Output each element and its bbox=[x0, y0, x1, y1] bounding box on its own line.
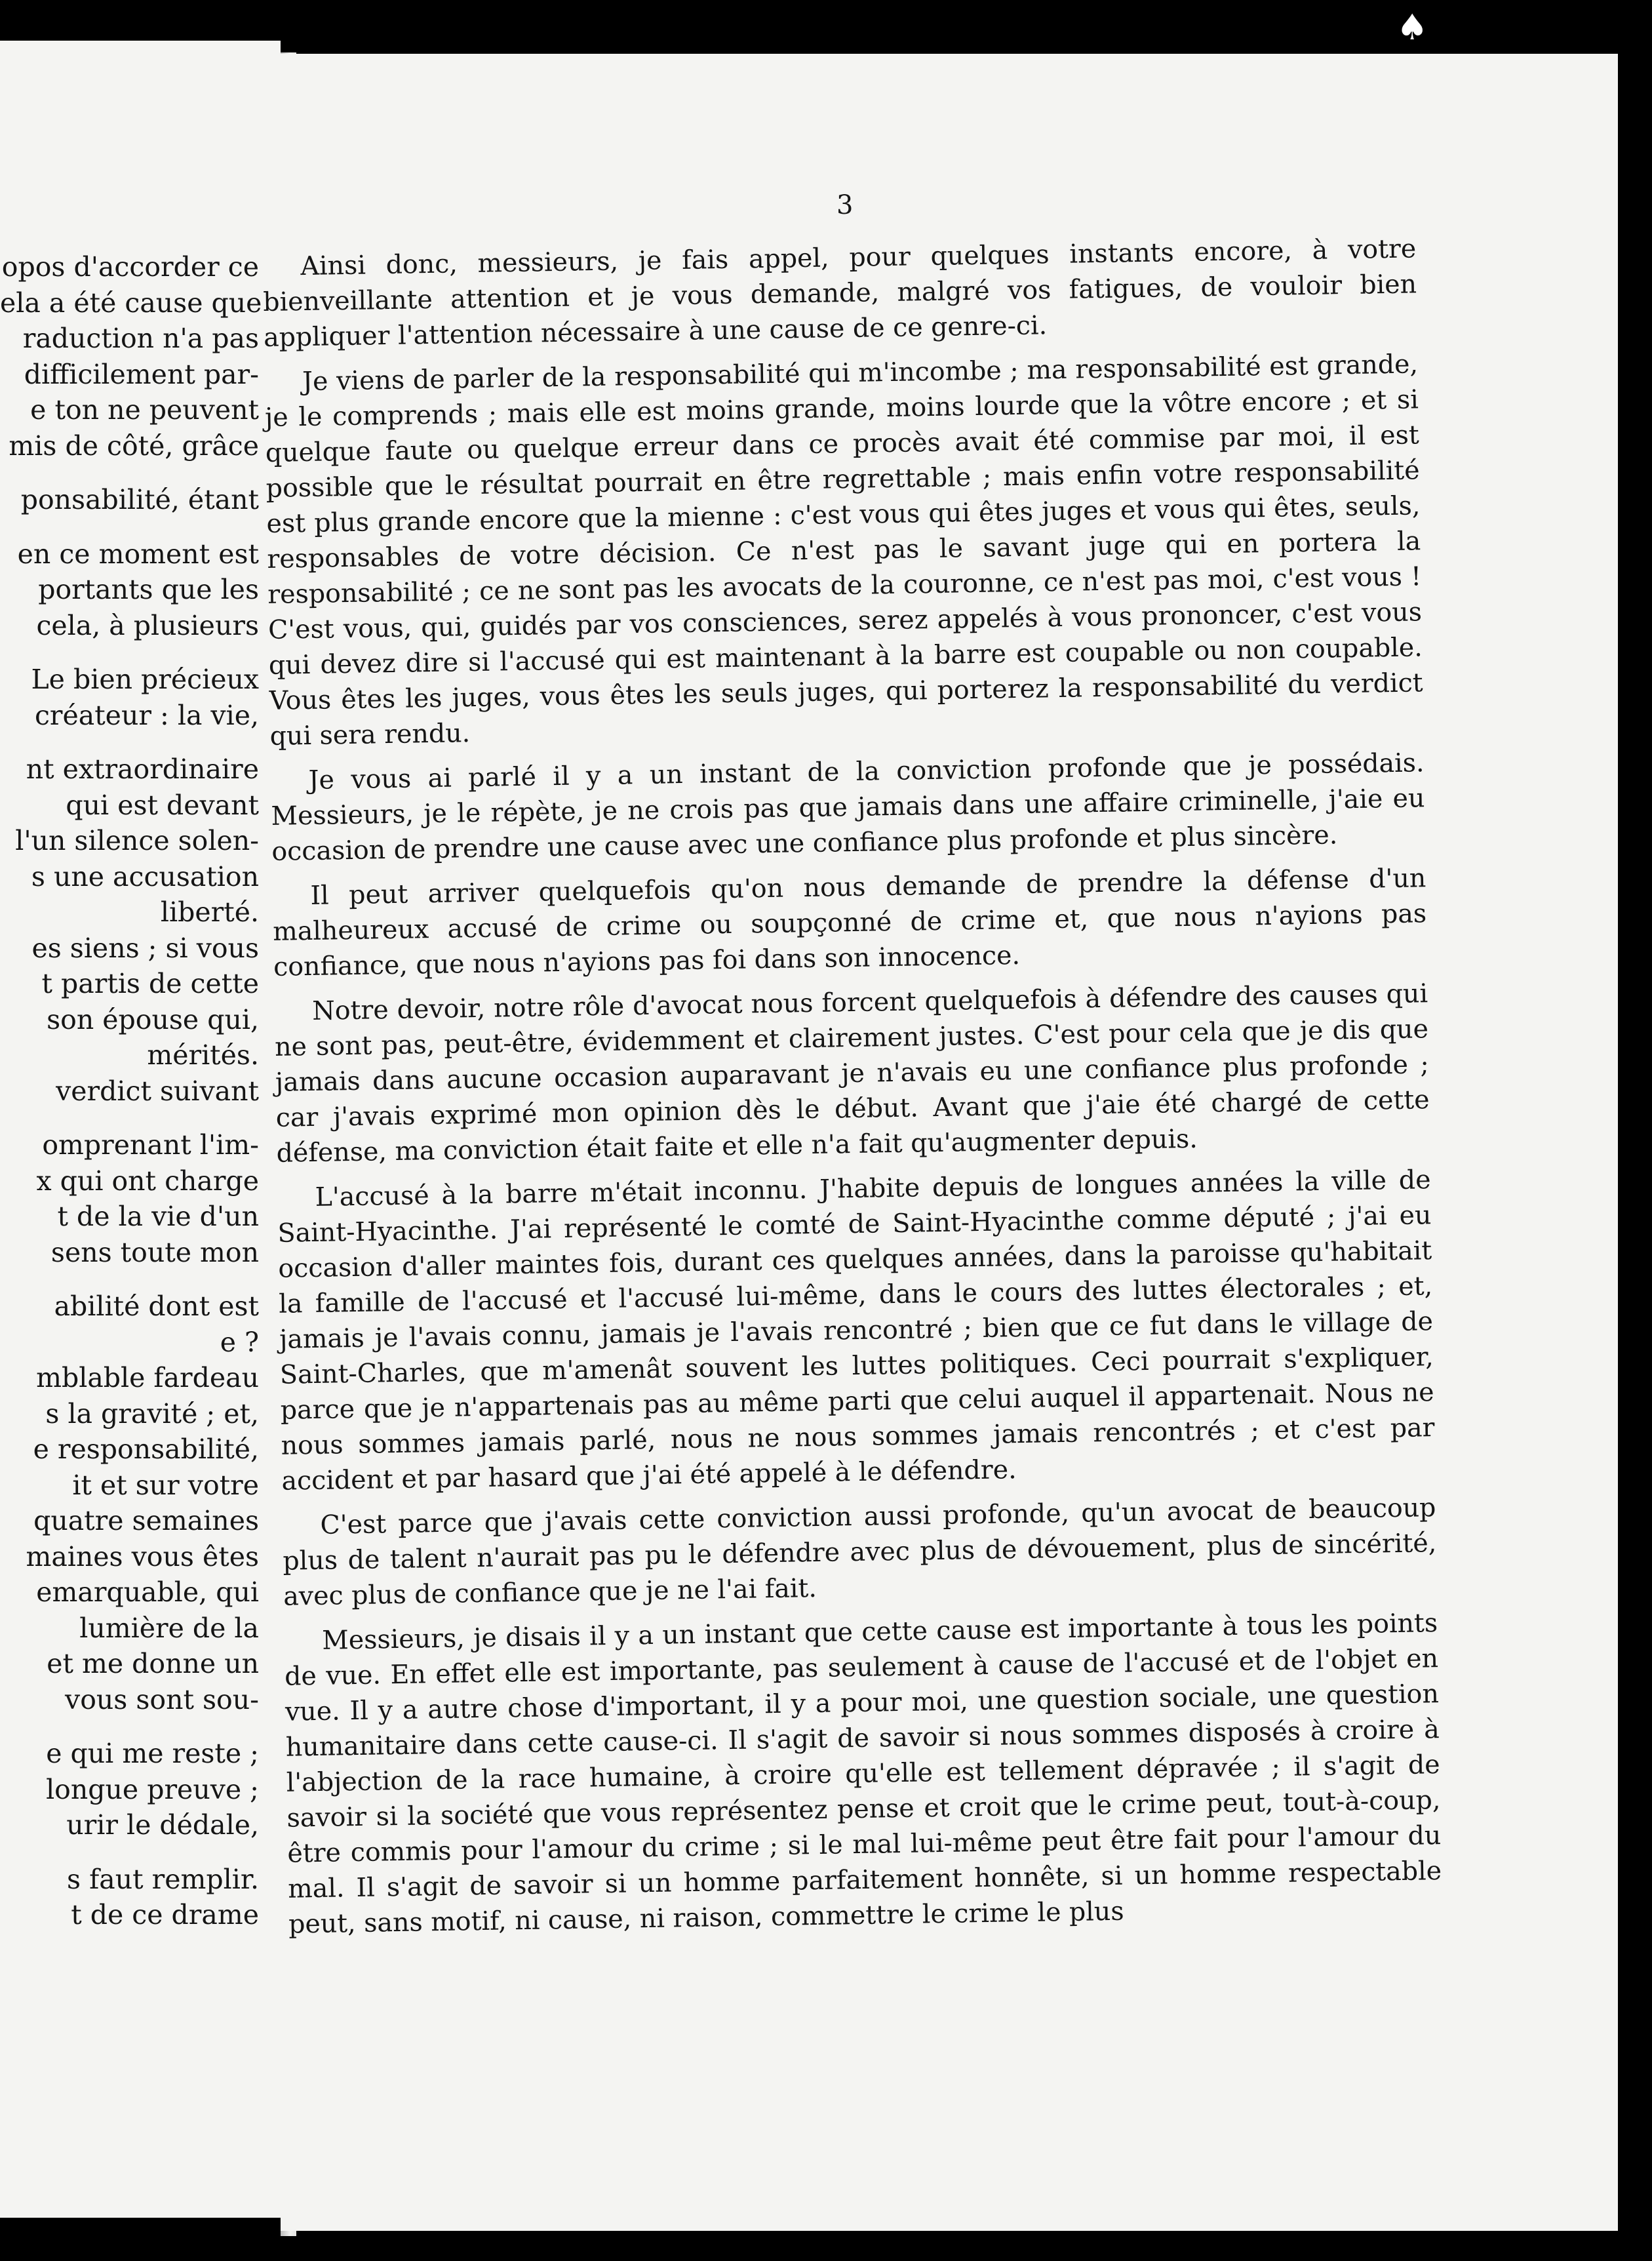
left-text-line: maines vous êtes bbox=[26, 1540, 259, 1572]
left-text-line: l'un silence solen- bbox=[15, 825, 259, 856]
left-text-line: qui est devant bbox=[66, 789, 259, 821]
right-page-text bbox=[262, 231, 1443, 1951]
left-text-line: quatre semaines bbox=[33, 1505, 259, 1536]
left-text-line: mblable fardeau bbox=[36, 1362, 259, 1393]
left-text-line: ela a été cause que bbox=[0, 287, 262, 319]
left-text-line: emarquable, qui bbox=[36, 1576, 259, 1608]
line-gap bbox=[0, 1109, 259, 1127]
left-text-line: e qui me reste ; bbox=[46, 1738, 259, 1769]
left-text-line: cela, à plusieurs bbox=[36, 609, 259, 641]
body-paragraph: L'accusé à la barre m'était inconnu. J'habite depuis de longues années la ville de Saint-Hyacinthe. J'ai représenté le comté de Saint-Hyacinthe comme député ; j'ai eu occasion d'aller maintes fois, durant ces quelques années, dans la paroisse qu'habitait la famille de l'accusé et l'accusé lui-même, dans le cours des luttes électorales ; et, jamais je l'avais connu, jamais je l'avais rencontré ; bien que ce fut dans le village de Saint-Charles, que m'amenât souvent les luttes politiques. Ceci pourrait s'expliquer, parce que je n'appartenais pas au même parti que celui auquel il appartenait. Nous ne nous sommes jamais parlé, nous ne nous sommes jamais rencontrés ; et c'est par accident et par hasard que j'ai été appelé à le défendre. bbox=[277, 1165, 1435, 1496]
body-paragraph: Je viens de parler de la responsabilité qui m'incombe ; ma responsabilité est grande, je le comprends ; mais elle est moins grande, moins lourde que la vôtre encore ; et si quelque faute ou quelque erreur dans ce procès avait été commise par moi, il est possible que le résultat pourrait en être regrettable ; mais enfin votre responsabilité est plus grande encore que la mienne : c'est vous qui êtes juges et vous qui êtes, seuls, responsables de votre décision. Ce n'est pas le savant juge qui en portera la responsabilité ; ce ne sont pas les avocats de la couronne, ce n'est pas moi, c'est vous ! C'est vous, qui, guidés par vos consciences, serez appelés à vous prononcer, c'est vous qui devez dire si l'accusé qui est maintenant à la barre est coupable ou non coupable. Vous êtes les juges, vous êtes les seuls juges, qui porterez la responsabilité du verdict qui sera rendu. bbox=[264, 349, 1423, 751]
left-text-line: s la gravité ; et, bbox=[45, 1397, 259, 1430]
left-text-line: difficilement par- bbox=[24, 358, 259, 390]
line-gap bbox=[0, 733, 259, 751]
line-gap bbox=[0, 1717, 259, 1736]
left-page bbox=[0, 41, 281, 2218]
body-paragraph: Messieurs, je disais il y a un instant que cette cause est importante à tous les points de vue. En effet elle est importante, pas seulement à cause de l'accusé et de l'objet en vue. Il y a autre chose d'important, il y a pour moi, une question sociale, une question humanitaire dans cette cause-ci. Il s'agit de savoir si nous sommes disposés à croire à l'abjection de la race humaine, à croire qu'elle est tellement dépravée ; il s'agit de savoir si la société que vous représentez pense et croit que le crime peut, tout-à-coup, être commis pour l'amour du crime ; si le mal lui-même peut être fait pour l'amour du mal. Il s'agit de savoir si un homme parfaitement honnête, si un homme respectable peut, sans motif, ni cause, ni raison, commettre le crime le plus bbox=[284, 1608, 1442, 1940]
left-text-line: t partis de cette bbox=[41, 968, 259, 999]
left-text-line: e ? bbox=[220, 1326, 259, 1358]
left-text-line: opos d'accorder ce bbox=[1, 251, 259, 283]
left-text-line: mis de côté, grâce bbox=[9, 430, 259, 462]
left-text-line: t de la vie d'un bbox=[57, 1201, 259, 1232]
body-paragraph: C'est parce que j'avais cette conviction aussi profonde, qu'un avocat de beaucoup plus de talent n'aurait pas pu le défendre avec plus de dévouement, plus de sincérité, avec plus de confiance que je ne l'ai fait. bbox=[283, 1492, 1437, 1612]
left-text-line: raduction n'a pas bbox=[22, 323, 259, 354]
line-gap bbox=[0, 518, 259, 536]
left-text-line: vous sont sou- bbox=[65, 1683, 259, 1715]
left-text-line: nt extraordinaire bbox=[26, 753, 259, 785]
left-text-line: longue preuve ; bbox=[46, 1773, 259, 1805]
left-text-line: verdict suivant bbox=[56, 1075, 259, 1107]
left-text-line: et me donne un bbox=[47, 1648, 259, 1679]
left-page-text bbox=[0, 249, 262, 1933]
left-text-line: urir le dédale, bbox=[66, 1809, 259, 1841]
left-text-line: t de ce drame bbox=[71, 1899, 259, 1931]
body-paragraph: Il peut arriver quelquefois qu'on nous demande de prendre la défense d'un malheureux accusé de crime ou soupçonné de crime et, que nous n'ayions pas confiance, que nous n'ayions pas foi dans son innocence. bbox=[272, 863, 1427, 982]
line-gap bbox=[0, 1843, 259, 1862]
left-text-line: it et sur votre bbox=[72, 1469, 259, 1501]
left-text-line: s faut remplir. bbox=[67, 1863, 259, 1895]
left-text-line: abilité dont est bbox=[54, 1291, 259, 1322]
body-paragraph: Ainsi donc, messieurs, je fais appel, pour quelques instants encore, à votre bienveillante attention et je vous demande, malgré vos fatigues, de vouloir bien appliquer l'attention nécessaire à une cause de ce genre-ci. bbox=[262, 233, 1417, 353]
left-text-line: son épouse qui, bbox=[47, 1003, 259, 1035]
line-gap bbox=[0, 643, 259, 662]
line-gap bbox=[0, 1270, 259, 1289]
left-text-line: s une accusation bbox=[31, 860, 259, 892]
left-text-line: ponsabilité, étant bbox=[20, 484, 259, 515]
left-text-line: e responsabilité, bbox=[33, 1433, 259, 1465]
left-text-line: e ton ne peuvent bbox=[30, 394, 259, 426]
corner-mark-icon: ♠ bbox=[1396, 7, 1428, 48]
left-text-line: liberté. bbox=[160, 896, 259, 928]
line-gap bbox=[0, 464, 259, 482]
left-text-line: lumière de la bbox=[79, 1612, 259, 1644]
left-text-line: Le bien précieux bbox=[31, 664, 259, 695]
left-text-line: mérités. bbox=[147, 1039, 259, 1071]
left-text-line: sens toute mon bbox=[50, 1236, 259, 1268]
left-text-line: créateur : la vie, bbox=[34, 699, 259, 731]
left-text-line: en ce moment est bbox=[17, 538, 259, 570]
body-paragraph: Notre devoir, notre rôle d'avocat nous forcent quelquefois à défendre des causes qui ne sont pas, peut-être, évidemment et clairement justes. C'est pour cela que je dis que jamais dans aucune occasion auparavant je n'avais eu une confiance plus profonde ; car j'avais exprimé mon opinion dès le début. Avant que j'aie été chargé de cette défense, ma conviction était faite et elle n'a fait qu'augmenter depuis. bbox=[274, 978, 1430, 1169]
left-text-line: es siens ; si vous bbox=[31, 932, 259, 964]
left-text-line: x qui ont charge bbox=[36, 1165, 259, 1197]
body-paragraph: Je vous ai parlé il y a un instant de la conviction profonde que je possédais. Messieurs, je le répète, je ne crois pas que jamais dans une affaire criminelle, j'aie eu occasion de prendre une cause avec une confiance plus profonde et plus sincère. bbox=[271, 748, 1425, 867]
left-text-line: omprenant l'im- bbox=[42, 1129, 259, 1161]
left-text-line: portants que les bbox=[38, 574, 259, 605]
page-number: 3 bbox=[836, 190, 854, 220]
